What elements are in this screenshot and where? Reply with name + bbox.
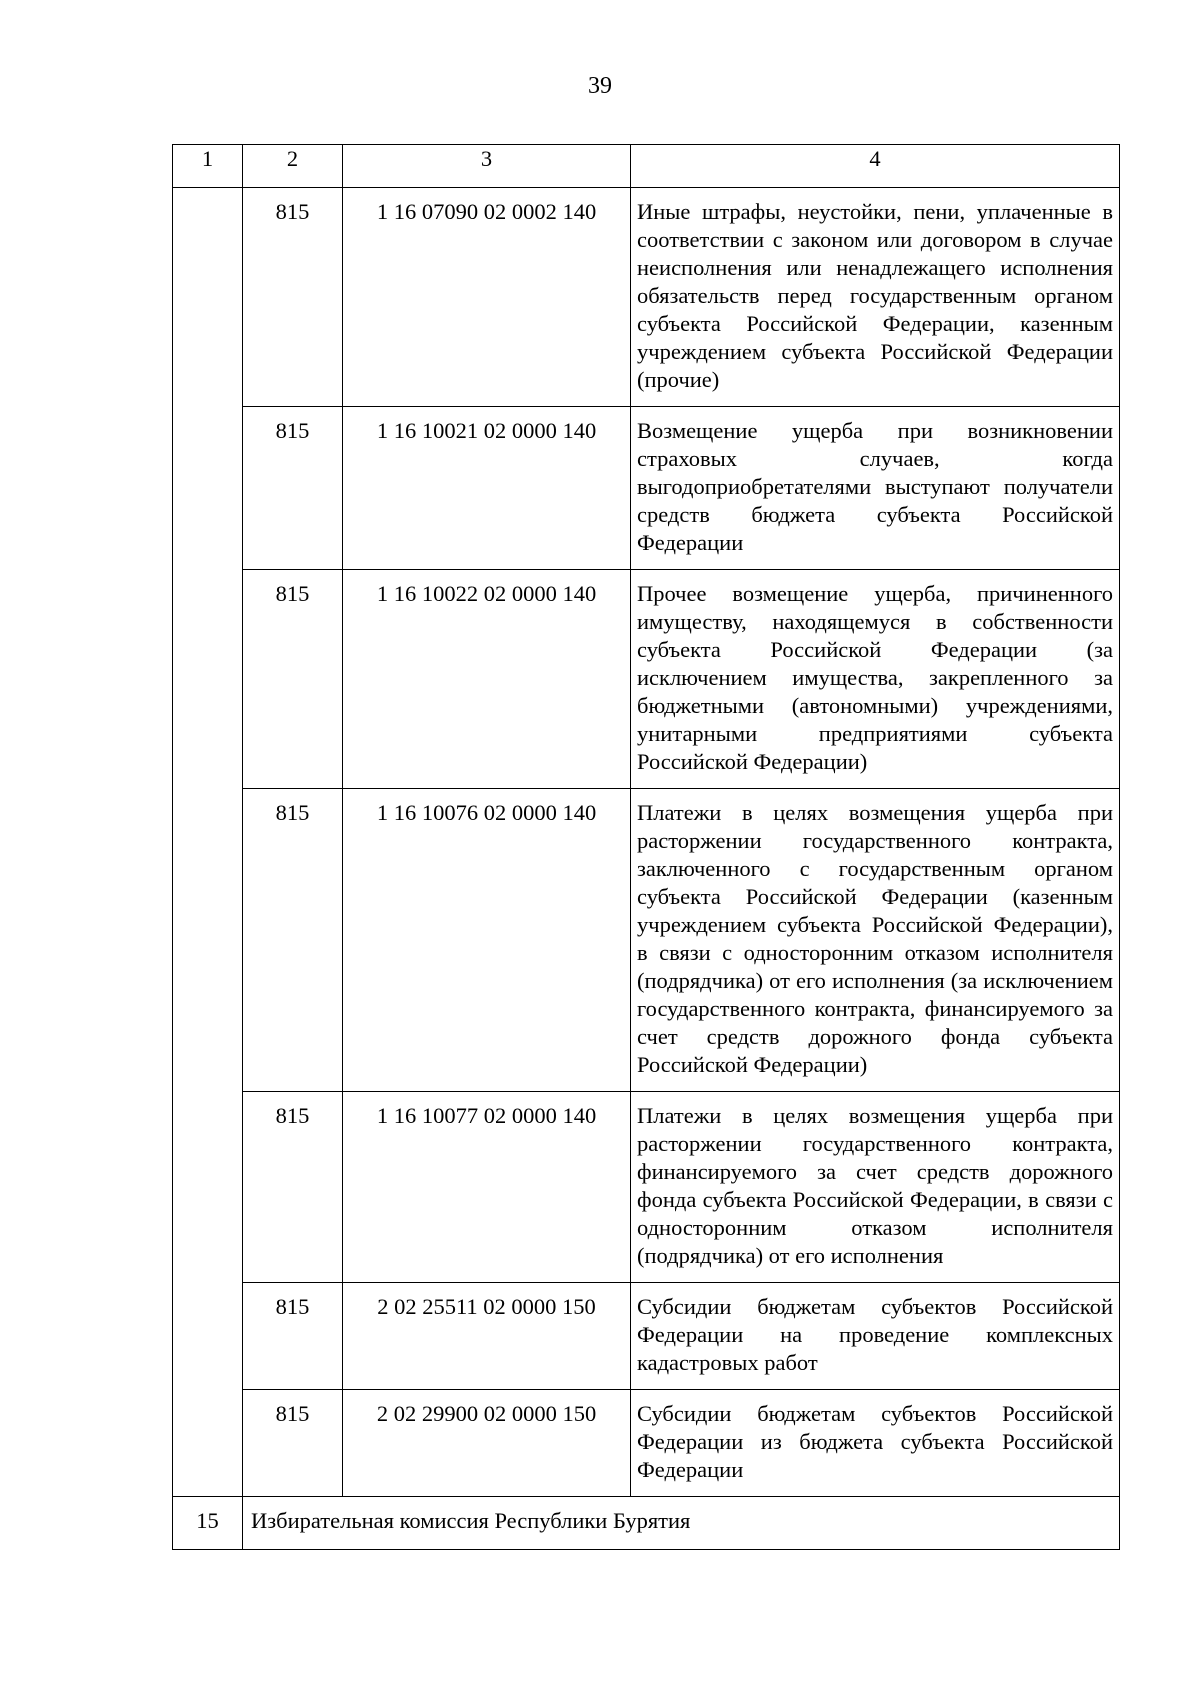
- description-cell: Прочее возмещение ущерба, причиненного имуществу, находящемуся в собственности субъекта Российской Федерации (за исключением имущества, закрепленного за бюджетными (автономными) учреждениями, унитарными предприятиями субъекта Российской Федерации): [631, 570, 1120, 789]
- description-cell: Платежи в целях возмещения ущерба при расторжении государственного контракта, заключенного с государственным органом субъекта Российской Федерации (казенным учреждением субъекта Российской Федерации), в связи с односторонним отказом исполнителя (подрядчика) от его исполнения (за исключением государственного контракта, финансируемого за счет средств дорожного фонда субъекта Российской Федерации): [631, 789, 1120, 1092]
- section-number: 15: [173, 1497, 243, 1550]
- budget-code-cell: 1 16 10022 02 0000 140: [343, 570, 631, 789]
- table-row: [173, 1092, 1120, 1283]
- budget-code-cell: 1 16 10077 02 0000 140: [343, 1092, 631, 1283]
- table-row: [173, 1390, 1120, 1497]
- admin-code-cell: 815: [243, 188, 343, 407]
- admin-code-cell: 815: [243, 1390, 343, 1497]
- budget-classification-table: [172, 144, 1120, 1550]
- admin-code-cell: 815: [243, 1283, 343, 1390]
- table-row: [173, 188, 1120, 407]
- description-cell: Иные штрафы, неустойки, пени, уплаченные в соответствии с законом или договором в случае неисполнения или ненадлежащего исполнения обязательств перед государственным органом субъекта Российской Федерации, казенным учреждением субъекта Российской Федерации (прочие): [631, 188, 1120, 407]
- header-col-3: 3: [343, 145, 631, 188]
- admin-code-cell: 815: [243, 789, 343, 1092]
- section-title: Избирательная комиссия Республики Бурятия: [243, 1497, 1120, 1550]
- table-row: [173, 570, 1120, 789]
- budget-code-cell: 2 02 29900 02 0000 150: [343, 1390, 631, 1497]
- description-cell: Субсидии бюджетам субъектов Российской Федерации из бюджета субъекта Российской Федерации: [631, 1390, 1120, 1497]
- admin-code-cell: 815: [243, 1092, 343, 1283]
- header-col-2: 2: [243, 145, 343, 188]
- header-col-1: 1: [173, 145, 243, 188]
- budget-code-cell: 1 16 10076 02 0000 140: [343, 789, 631, 1092]
- description-cell: Субсидии бюджетам субъектов Российской Федерации на проведение комплексных кадастровых работ: [631, 1283, 1120, 1390]
- header-col-4: 4: [631, 145, 1120, 188]
- admin-code-cell: 815: [243, 407, 343, 570]
- section-number-spacer: [173, 188, 243, 1497]
- description-cell: Платежи в целях возмещения ущерба при расторжении государственного контракта, финансируемого за счет средств дорожного фонда субъекта Российской Федерации, в связи с односторонним отказом исполнителя (подрядчика) от его исполнения: [631, 1092, 1120, 1283]
- page-number: 39: [588, 73, 612, 99]
- budget-code-cell: 2 02 25511 02 0000 150: [343, 1283, 631, 1390]
- budget-code-cell: 1 16 10021 02 0000 140: [343, 407, 631, 570]
- table-row: [173, 407, 1120, 570]
- description-cell: Возмещение ущерба при возникновении страховых случаев, когда выгодоприобретателями выступают получатели средств бюджета субъекта Российской Федерации: [631, 407, 1120, 570]
- section-row: [173, 1497, 1120, 1550]
- table-header-row: [173, 145, 1120, 188]
- admin-code-cell: 815: [243, 570, 343, 789]
- budget-code-cell: 1 16 07090 02 0002 140: [343, 188, 631, 407]
- table-row: [173, 1283, 1120, 1390]
- table-row: [173, 789, 1120, 1092]
